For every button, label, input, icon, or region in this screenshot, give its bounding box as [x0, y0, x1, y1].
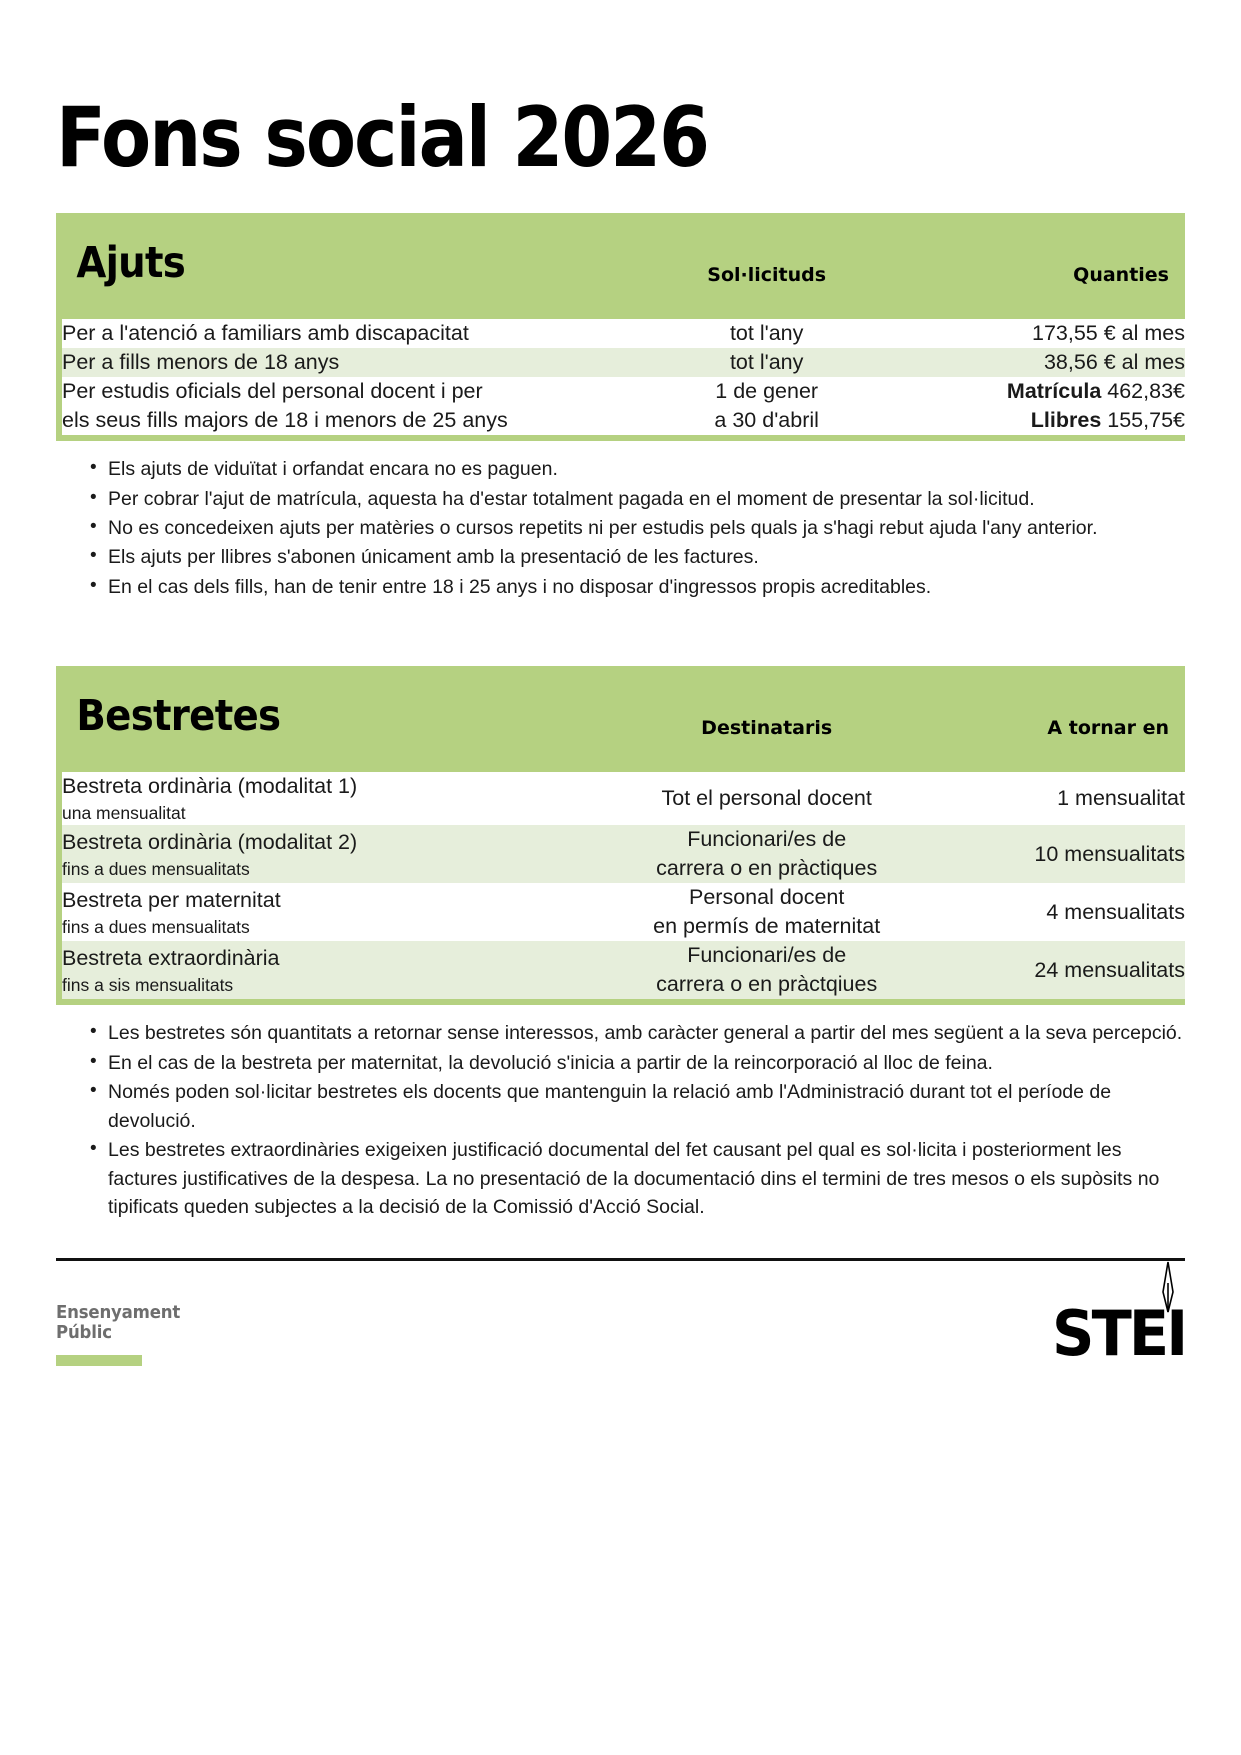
ajuts-row-requests: tot l'any	[624, 319, 910, 348]
ajuts-row-label-multiline	[62, 377, 624, 435]
ensenyament-public-brand	[56, 1303, 191, 1366]
bestretes-row-recipients	[624, 772, 910, 825]
stei-logo	[1045, 1296, 1185, 1370]
table-row	[62, 941, 1185, 999]
bestretes-row-recipients	[624, 941, 910, 999]
brand-accent-bar	[56, 1355, 142, 1366]
bestretes-row-subtitle: fins a dues mensualitats	[62, 858, 250, 879]
footer	[56, 1261, 1185, 1370]
bestretes-recipients-line1: Funcionari/es de	[687, 827, 847, 852]
ajuts-amount-llibres-value: 155,75€	[1101, 408, 1185, 433]
stei-logo-text: STEI	[1051, 1296, 1185, 1370]
list-item: • En el cas dels fills, han de tenir entre 18 i 25 anys i no disposar d'ingressos propis acreditables.	[90, 573, 1185, 601]
page-title: Fons social 2026	[56, 89, 709, 186]
ajuts-amount-matricula-label: Matrícula	[1006, 379, 1102, 404]
list-item: • Les bestretes són quantitats a retornar sense interessos, amb caràcter general a partir del mes següent a la seva percepció.	[90, 1019, 1185, 1047]
bestretes-row-label	[62, 883, 624, 941]
ajuts-row-amount-multiline	[910, 377, 1185, 435]
bestretes-row-title: Bestreta ordinària (modalitat 1)	[62, 774, 358, 799]
bestretes-row-label	[62, 772, 624, 825]
bestretes-notes-list	[56, 1019, 1185, 1221]
table-row	[62, 772, 1185, 825]
bestretes-table	[62, 666, 1185, 999]
table-row	[62, 348, 1185, 377]
column-header-destinataris: Destinataris	[701, 717, 833, 740]
ajuts-requests-header-cell	[624, 213, 910, 319]
brand-line-1: Ensenyament	[56, 1301, 181, 1323]
table-row	[62, 319, 1185, 348]
ajuts-table-block	[56, 213, 1185, 441]
ajuts-row-amount: 38,56 € al mes	[910, 348, 1185, 377]
stei-logo-wrap	[1045, 1296, 1185, 1370]
bestretes-recipients-line1: Tot el personal docent	[661, 786, 872, 811]
bestretes-recipients-line1: Funcionari/es de	[687, 943, 847, 968]
bestretes-row-label	[62, 941, 624, 999]
list-item: • Els ajuts de viduïtat i orfandat encara no es paguen.	[90, 455, 1185, 483]
list-item: • No es concedeixen ajuts per matèries o cursos repetits ni per estudis pels quals ja s'hagi rebut ajuda l'any anterior.	[90, 514, 1185, 542]
bestretes-row-repayment: 1 mensualitat	[910, 772, 1185, 825]
bestretes-header-row	[62, 666, 1185, 772]
bestretes-heading-cell	[62, 666, 624, 772]
bestretes-recipients-line1: Personal docent	[688, 885, 845, 910]
ajuts-row-label-line1: Per estudis oficials del personal docent i per	[62, 379, 483, 404]
ajuts-amount-llibres-line	[910, 406, 1185, 435]
bestretes-row-recipients	[624, 825, 910, 883]
bestretes-row-title: Bestreta per maternitat	[62, 887, 281, 912]
column-header-a-tornar-en: A tornar en	[1047, 717, 1169, 740]
ajuts-heading: Ajuts	[76, 238, 186, 288]
bestretes-row-subtitle: fins a sis mensualitats	[62, 974, 234, 995]
bestretes-row-title: Bestreta extraordinària	[62, 945, 280, 970]
column-header-solicituds: Sol·licituds	[707, 264, 827, 286]
ajuts-table	[62, 213, 1185, 435]
ajuts-row-requests-multiline	[624, 377, 910, 435]
ajuts-amount-matricula-line	[910, 377, 1185, 406]
ajuts-heading-cell	[62, 213, 624, 319]
ajuts-row-requests: tot l'any	[624, 348, 910, 377]
bestretes-recipients-line2: en permís de maternitat	[653, 914, 881, 939]
column-header-quanties: Quanties	[1073, 264, 1169, 286]
table-row	[62, 883, 1185, 941]
ajuts-header-row	[62, 213, 1185, 319]
list-item: • Només poden sol·licitar bestretes els docents que mantenguin la relació amb l'Administració durant tot el període de devolució.	[90, 1078, 1185, 1135]
bestretes-row-recipients	[624, 883, 910, 941]
section-spacer	[56, 602, 1185, 666]
ajuts-notes-list	[56, 455, 1185, 601]
brand-line-2: Públic	[56, 1321, 112, 1343]
ajuts-row-amount: 173,55 € al mes	[910, 319, 1185, 348]
ajuts-row-requests-line2: a 30 d'abril	[714, 408, 819, 433]
ajuts-amount-matricula-value: 462,83€	[1101, 379, 1185, 404]
bestretes-row-repayment: 24 mensualitats	[910, 941, 1185, 999]
ajuts-row-requests-line1: 1 de gener	[715, 379, 819, 404]
ajuts-amount-llibres-label: Llibres	[1030, 408, 1102, 433]
bestretes-recipients-line2: carrera o en pràctiques	[656, 856, 878, 881]
bestretes-row-repayment: 10 mensualitats	[910, 825, 1185, 883]
list-item: • Els ajuts per llibres s'abonen únicament amb la presentació de les factures.	[90, 543, 1185, 571]
bestretes-row-repayment: 4 mensualitats	[910, 883, 1185, 941]
ajuts-row-label-line2: els seus fills majors de 18 i menors de 25 anys	[62, 408, 508, 433]
bestretes-recipients-header-cell	[624, 666, 910, 772]
bestretes-repayment-header-cell	[910, 666, 1185, 772]
ajuts-row-label: Per a fills menors de 18 anys	[62, 348, 624, 377]
bestretes-recipients-line2: carrera o en pràctqiues	[656, 972, 878, 997]
bestretes-heading: Bestretes	[76, 691, 281, 742]
table-row	[62, 825, 1185, 883]
bestretes-row-subtitle: fins a dues mensualitats	[62, 916, 250, 937]
ajuts-row-label: Per a l'atenció a familiars amb discapacitat	[62, 319, 624, 348]
list-item: • Per cobrar l'ajut de matrícula, aquesta ha d'estar totalment pagada en el moment de presentar la sol·licitud.	[90, 485, 1185, 513]
list-item: • En el cas de la bestreta per maternitat, la devolució s'inicia a partir de la reincorporació al lloc de feina.	[90, 1049, 1185, 1077]
ajuts-amounts-header-cell	[910, 213, 1185, 319]
bestretes-table-block	[56, 666, 1185, 1005]
bestretes-row-label	[62, 825, 624, 883]
list-item: • Les bestretes extraordinàries exigeixen justificació documental del fet causant pel qual es sol·licita i posteriorment les factures justificatives de la despesa. La no presentació de la documentació dins el termini de tres mesos o els supòsits no tipificats queden subjectes a la decisió de la Comissió d'Acció Social.	[90, 1136, 1185, 1221]
bestretes-row-subtitle: una mensualitat	[62, 803, 186, 824]
table-row	[62, 377, 1185, 435]
bestretes-row-title: Bestreta ordinària (modalitat 2)	[62, 829, 358, 854]
